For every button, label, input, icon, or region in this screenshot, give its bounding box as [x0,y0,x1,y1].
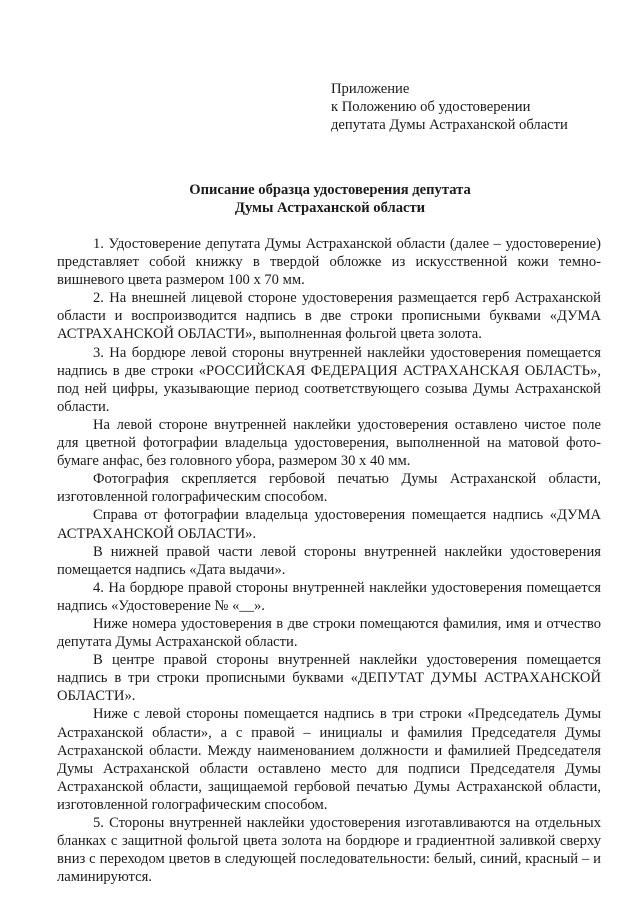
appendix-line-1: Приложение [331,81,410,97]
paragraph-12: 5. Стороны внутренней наклейки удостоверения изготавливаются на отдельных бланках с защитной фольгой цвета золота на бордюре и градиентной заливкой сверху вниз с переходом цветов в следующей последовательности: белый, синий, красный – и ламинируются. [57,815,601,886]
paragraph-11: Ниже с левой стороны помещается надпись в три строки «Председатель Думы Астраханской области», а с правой – инициалы и фамилия Председателя Думы Астраханской области. Между наименованием должности и фамилией Председателя Думы Астраханской области оставлено место для подписи Председателя Думы Астраханской области, защищаемой гербовой печатью Думы Астраханской области, изготовленной голографическим способом. [57,706,601,813]
paragraph-8: 4. На бордюре правой стороны внутренней наклейки удостоверения помещается надпись «Удостоверение № «__». [57,579,601,614]
paragraph-3: 3. На бордюре левой стороны внутренней наклейки удостоверения помещается надпись в две строки «РОССИЙСКАЯ ФЕДЕРАЦИЯ АСТРАХАНСКАЯ ОБЛАСТЬ», под ней цифры, указывающие период соответствующего созыва Думы Астраханской области. [57,344,601,415]
document-body [57,235,601,886]
appendix-line-3: депутата Думы Астраханской области [331,117,568,133]
appendix-line-2: к Положению об удостоверении [331,99,531,115]
paragraph-7: В нижней правой части левой стороны внутренней наклейки удостоверения помещается надпись «Дата выдачи». [57,543,601,578]
document-title [60,181,600,217]
paragraph-6: Справа от фотографии владельца удостоверения помещается надпись «ДУМА АСТРАХАНСКОЙ ОБЛАСТИ». [57,507,601,542]
paragraph-2: 2. На внешней лицевой стороне удостоверения размещается герб Астраханской области и воспроизводится надпись в две строки прописными буквами «ДУМА АСТРАХАНСКОЙ ОБЛАСТИ», выполненная фольгой цвета золота. [57,290,601,343]
paragraph-9: Ниже номера удостоверения в две строки помещаются фамилия, имя и отчество депутата Думы Астраханской области. [57,615,601,651]
paragraph-5: Фотография скрепляется гербовой печатью Думы Астраханской области, изготовленной голографическим способом. [57,471,601,506]
paragraph-4: На левой стороне внутренней наклейки удостоверения оставлено чистое поле для цветной фотографии владельца удостоверения, выполненной на матовой фотобумаге анфас, без головного убора, размером 30 х 40 мм. [57,416,601,470]
appendix-header [331,80,568,134]
title-line-1: Описание образца удостоверения депутата [189,182,471,198]
paragraph-1: 1. Удостоверение депутата Думы Астраханской области (далее – удостоверение) представляет собой книжку в твердой обложке из искусственной кожи темновишневого цвета размером 100 х 70 мм. [57,236,601,289]
title-line-2: Думы Астраханской области [234,200,426,216]
paragraph-10: В центре правой стороны внутренней наклейки удостоверения помещается надпись в три строки прописными буквами «ДЕПУТАТ ДУМЫ АСТРАХАНСКОЙ ОБЛАСТИ». [57,652,601,705]
